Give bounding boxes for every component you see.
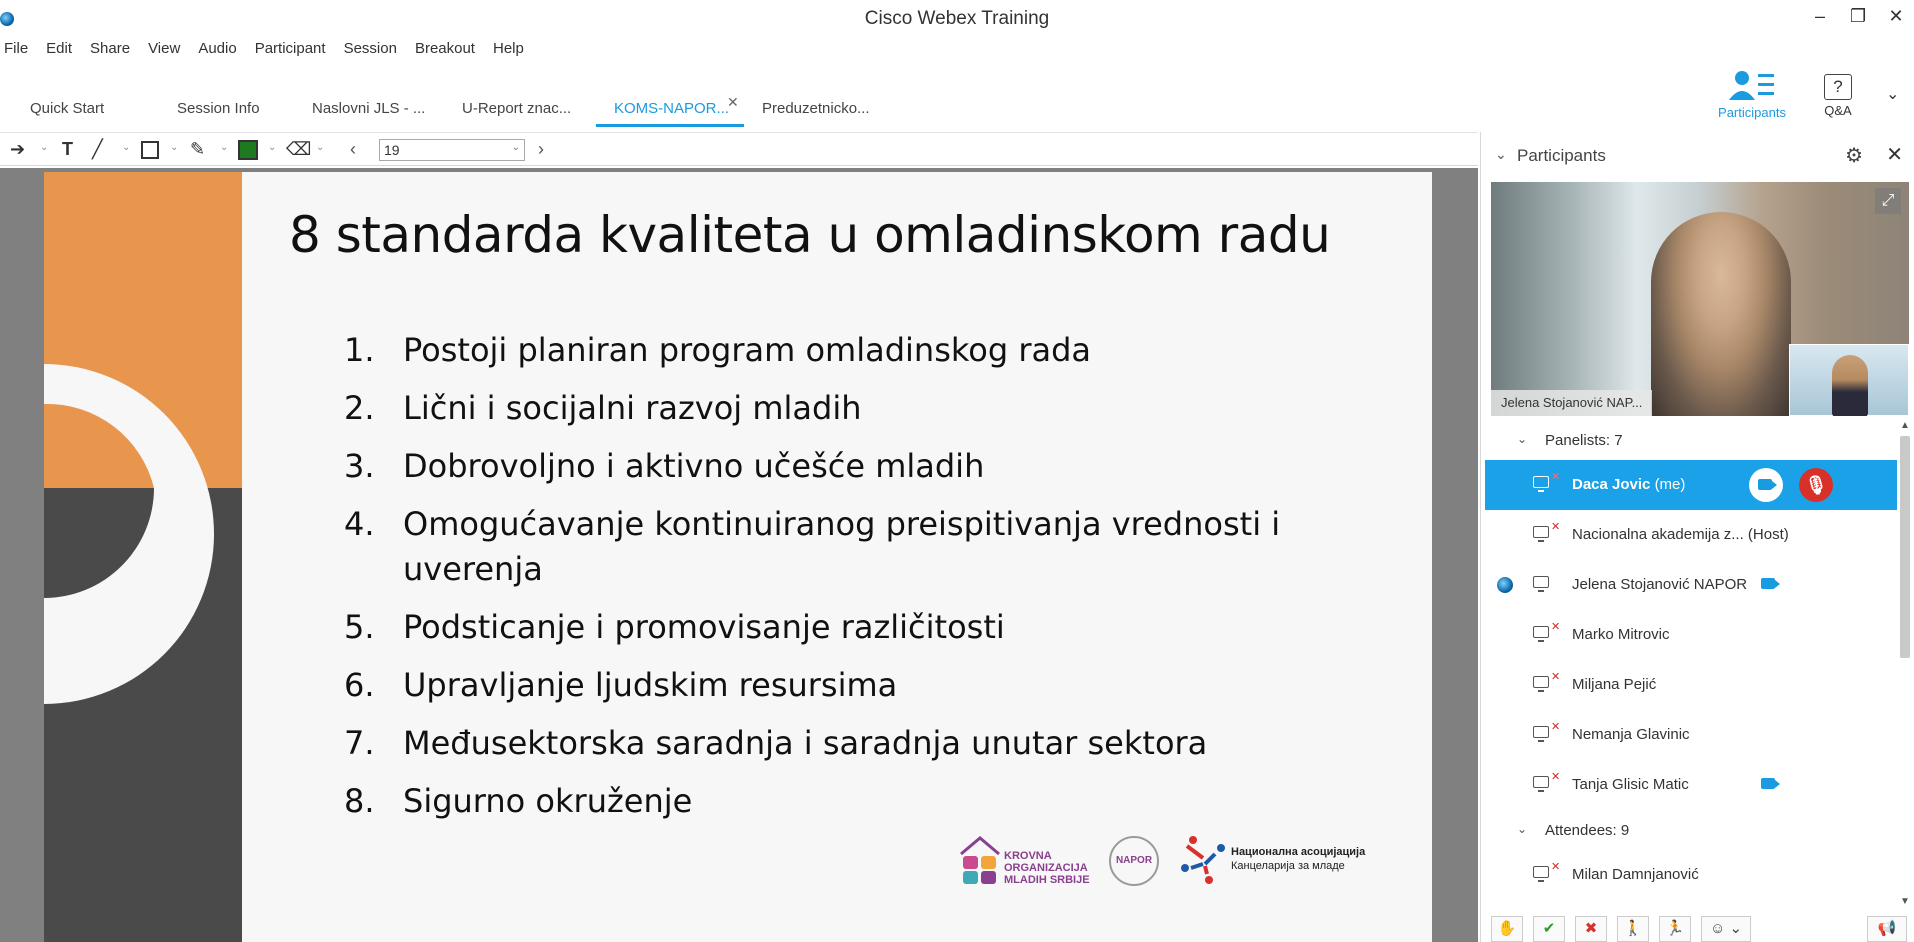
participant-list [1481,420,1897,910]
megaphone-icon: 📢 [1877,920,1897,937]
chevron-down-icon: ⌄ [1729,920,1743,937]
window-controls [1812,6,1904,27]
no-button[interactable] [1575,916,1607,942]
attendees-count: Attendees: 9 [1545,822,1630,839]
slide-title: 8 standarda kvaliteta u omladinskom radu [289,206,1331,264]
screen-share-icon [1533,776,1549,788]
koms-logo [959,836,1001,886]
next-page-icon[interactable]: › [538,139,544,159]
go-slower-button[interactable] [1617,916,1649,942]
color-picker-icon[interactable] [238,140,258,160]
collapse-chevron-icon[interactable]: ⌄ [1495,146,1507,162]
tab-session-info[interactable]: Session Info [177,100,260,117]
screen-share-icon [1533,866,1549,878]
slide-list-item: 5. Podsticanje i promovisanje različitosti [344,608,1005,646]
page-number-select[interactable] [379,139,525,161]
tab-preduzetnicko[interactable]: Preduzetnicko... [762,100,870,117]
video-feed[interactable] [1491,182,1909,416]
panelists-count: Panelists: 7 [1545,432,1623,449]
menu-participant[interactable]: Participant [254,40,326,57]
slide-list-item: 8. Sigurno okruženje [344,782,693,820]
active-speaker-video [1651,212,1791,416]
highlighter-icon[interactable]: ✎ [190,139,206,159]
participants-icon [1728,70,1776,102]
chevron-down-icon: ⌄ [511,142,520,153]
emoticon-button[interactable] [1701,916,1751,942]
close-icon[interactable]: ✕ [1888,6,1904,26]
menu-view[interactable]: View [148,40,181,57]
participant-name: Daca Jovic (me) [1572,476,1686,493]
slide-decoration [44,172,242,942]
slide-list-item: 6. Upravljanje ljudskim resursima [344,666,898,704]
page-number-value: 19 [384,142,400,158]
tab-close-icon[interactable]: ✕ [727,94,739,110]
not-sharing-icon: ✕ [1551,671,1561,683]
qa-toggle-button[interactable] [1812,70,1864,118]
chevron-down-icon[interactable]: ⌄ [220,142,229,153]
announce-button[interactable] [1867,916,1907,942]
tab-u-report[interactable]: U-Report znac... [462,100,572,117]
participant-row[interactable] [1485,610,1897,660]
participants-panel-footer [1481,914,1914,942]
menu-audio[interactable]: Audio [198,40,237,57]
slide-list-item: 1. Postoji planiran program omladinskog rada [344,331,1091,369]
minimize-icon[interactable]: – [1814,6,1825,26]
tab-koms-napor[interactable]: KOMS-NAPOR... [614,100,730,117]
smiley-icon: ☺ [1709,920,1726,937]
chevron-down-icon[interactable]: ⌄ [1886,86,1900,103]
screen-share-icon [1533,476,1549,488]
menu-edit[interactable]: Edit [46,40,73,57]
yes-button[interactable] [1533,916,1565,942]
video-camera-icon [1761,778,1775,789]
video-camera-button[interactable] [1749,468,1783,502]
participants-panel [1480,132,1914,942]
menu-breakout[interactable]: Breakout [414,40,475,57]
menu-file[interactable]: File [4,40,29,57]
menu-share[interactable]: Share [90,40,131,57]
scroll-up-icon[interactable]: ▲ [1900,420,1910,431]
attendees-group-header[interactable] [1481,810,1897,850]
window-title: Cisco Webex Training [864,8,1050,29]
rectangle-tool-icon[interactable] [141,141,159,159]
participant-row[interactable] [1485,510,1897,560]
chevron-down-icon[interactable]: ⌄ [316,142,325,153]
run-icon: 🏃 [1665,920,1685,937]
not-sharing-icon: ✕ [1551,621,1561,633]
scroll-down-icon[interactable]: ▼ [1900,896,1910,907]
participant-row[interactable] [1485,760,1897,810]
not-sharing-icon: ✕ [1551,861,1561,873]
participants-toggle-label: Participants [1718,105,1786,120]
not-sharing-icon: ✕ [1551,721,1561,733]
partner-logos [959,834,1399,894]
menu-session[interactable]: Session [343,40,397,57]
tab-quick-start[interactable]: Quick Start [30,100,105,117]
expand-icon[interactable]: ⤢ [1875,188,1901,214]
title-bar [0,0,1914,36]
participant-row[interactable] [1485,710,1897,760]
video-camera-icon [1758,479,1772,490]
participant-row[interactable] [1485,850,1897,900]
chevron-down-icon: ⌄ [1517,822,1528,836]
chevron-down-icon[interactable]: ⌄ [40,142,49,153]
slide-list-item: 3. Dobrovoljno i aktivno učešće mladih [344,447,985,485]
qa-toggle-label: Q&A [1824,103,1852,118]
eraser-icon[interactable]: ⌫ [286,139,312,159]
chevron-down-icon[interactable]: ⌄ [122,142,131,153]
slide-list-item: 4. Omogućavanje kontinuiranog preispitivanja vrednosti i uverenja [344,505,1281,588]
participant-name: Nemanja Glavinic [1572,726,1690,743]
walk-icon: 🚶 [1623,920,1643,937]
microphone-muted-icon: 🎙 [1804,475,1828,495]
screen-share-icon [1533,526,1549,538]
participant-list-scrollbar[interactable] [1897,420,1913,910]
panelists-group-header[interactable] [1481,420,1897,460]
raise-hand-icon: ✋ [1497,920,1517,937]
x-icon: ✖ [1584,920,1598,937]
raise-hand-button[interactable] [1491,916,1523,942]
active-tab-underline [596,124,744,127]
participants-toggle-button[interactable] [1710,70,1794,120]
self-view-video[interactable] [1789,344,1909,416]
prev-page-icon[interactable]: ‹ [350,139,356,159]
question-mark-icon: ? [1824,74,1852,100]
participant-row[interactable] [1485,660,1897,710]
participant-name: Tanja Glisic Matic [1572,776,1689,793]
panel-toggle-bar [1514,70,1914,130]
checkmark-icon: ✔ [1542,920,1556,937]
not-sharing-icon: ✕ [1551,471,1561,483]
video-speaker-name: Jelena Stojanović NAP... [1491,390,1652,416]
presentation-stage [0,168,1478,942]
slide [44,172,1432,942]
participant-name: Nacionalna akademija z... (Host) [1572,526,1789,543]
gear-icon[interactable]: ⚙ [1845,145,1863,167]
pointer-arrow-icon[interactable]: ➔ [10,139,26,159]
video-camera-icon [1761,578,1775,589]
screen-share-icon [1533,626,1549,638]
screen-share-icon [1533,676,1549,688]
not-sharing-icon: ✕ [1551,521,1561,533]
screen-share-icon [1533,726,1549,738]
chevron-down-icon[interactable]: ⌄ [170,142,179,153]
na-logo-subtitle: Канцеларија за младе [1231,860,1345,872]
mute-button[interactable] [1799,468,1833,502]
chevron-down-icon: ⌄ [1517,432,1528,446]
line-tool-icon[interactable]: ╱ [92,139,103,159]
koms-logo-text: KROVNA ORGANIZACIJA MLADIH SRBIJE [1004,850,1090,886]
participant-name: Marko Mitrovic [1572,626,1670,643]
restore-icon[interactable]: ❐ [1850,6,1867,26]
participant-row[interactable] [1485,460,1897,510]
slide-list-item: 7. Međusektorska saradnja i saradnja unutar sektora [344,724,1208,762]
presenter-ball-icon [1497,577,1513,593]
napor-logo: NAPOR [1109,836,1159,886]
scrollbar-thumb[interactable] [1900,436,1910,658]
go-faster-button[interactable] [1659,916,1691,942]
not-sharing-icon: ✕ [1551,771,1561,783]
close-icon[interactable]: ✕ [1886,144,1903,166]
tab-naslovni-jls[interactable]: Naslovni JLS - ... [312,100,426,117]
slide-list [344,328,1404,837]
text-tool-icon[interactable]: T [62,139,73,159]
na-logo [1179,834,1229,886]
menu-bar [0,40,536,64]
slide-list-item: 2. Lični i socijalni razvoj mladih [344,389,862,427]
participant-name: Miljana Pejić [1572,676,1657,693]
document-tabs [0,94,1480,130]
menu-help[interactable]: Help [492,40,524,57]
chevron-down-icon[interactable]: ⌄ [268,142,277,153]
screen-share-icon [1533,576,1549,588]
participant-name: Jelena Stojanović NAPOR [1572,576,1748,593]
participant-row[interactable] [1485,560,1897,610]
participants-panel-header [1481,132,1914,178]
participants-panel-title: Participants [1517,146,1606,165]
self-view-person [1832,355,1868,416]
participant-name: Milan Damnjanović [1572,866,1699,883]
na-logo-title: Национална асоцијација [1231,846,1366,858]
annotation-toolbar [0,132,1478,166]
